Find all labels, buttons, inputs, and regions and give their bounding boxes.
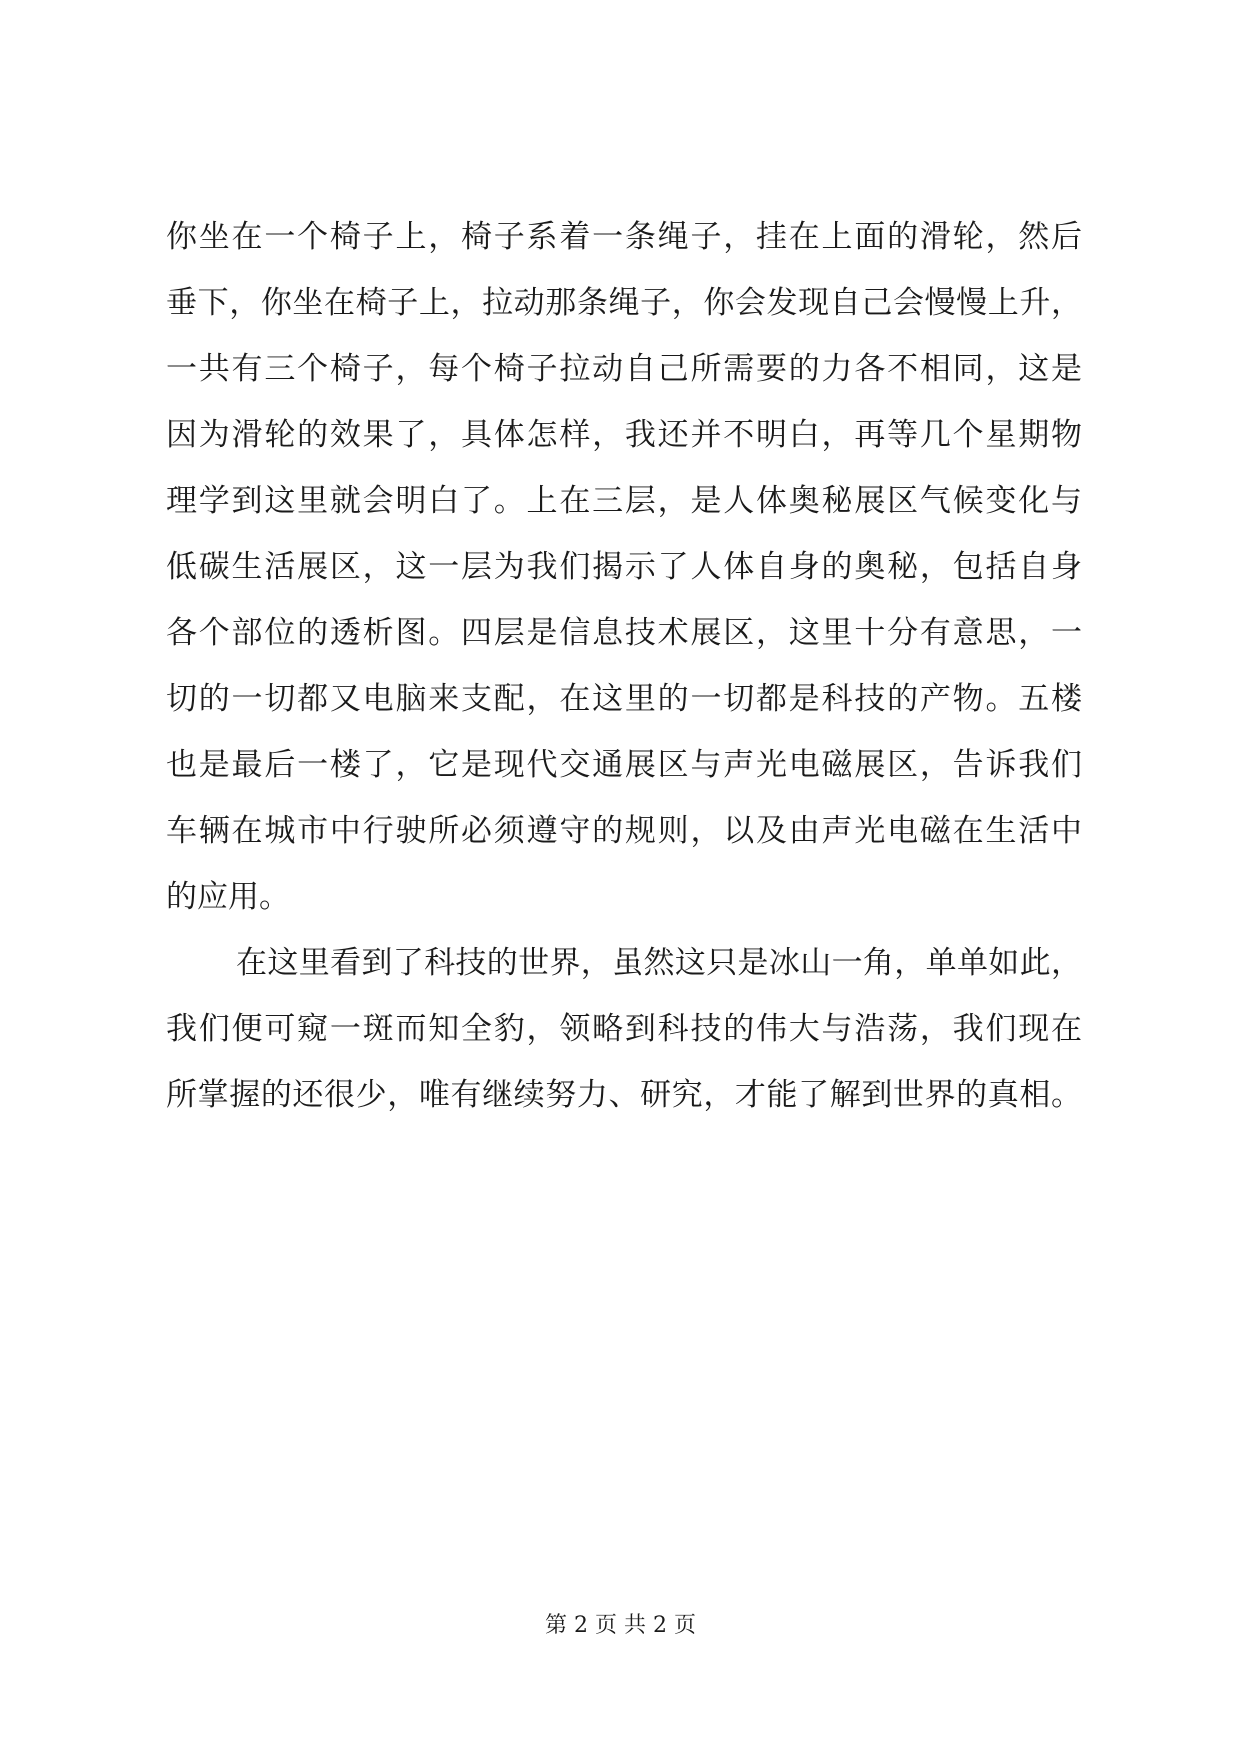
text-line: 理学到这里就会明白了。上在三层，是人体奥秘展区气候变化与 [166, 483, 1082, 519]
body-text [166, 204, 1082, 1128]
text-line: 一共有三个椅子，每个椅子拉动自己所需要的力各不相同，这是 [166, 351, 1082, 387]
text-line: 垂下，你坐在椅子上，拉动那条绳子，你会发现自己会慢慢上升， [166, 285, 1082, 321]
text-line: 切的一切都又电脑来支配，在这里的一切都是科技的产物。五楼 [166, 681, 1082, 717]
text-line: 也是最后一楼了，它是现代交通展区与声光电磁展区，告诉我们 [166, 747, 1082, 783]
text-line: 各个部位的透析图。四层是信息技术展区，这里十分有意思，一 [166, 615, 1082, 651]
text-line: 所掌握的还很少，唯有继续努力、研究，才能了解到世界的真相。 [166, 1077, 1082, 1113]
text-line: 低碳生活展区，这一层为我们揭示了人体自身的奥秘，包括自身 [166, 549, 1082, 585]
text-line: 你坐在一个椅子上，椅子系着一条绳子，挂在上面的滑轮，然后 [166, 219, 1082, 255]
text-line: 的应用。 [166, 879, 290, 915]
text-line: 在这里看到了科技的世界，虽然这只是冰山一角，单单如此， [236, 945, 1082, 981]
paragraph-2 [166, 930, 1082, 1128]
paragraph-1 [166, 204, 1082, 930]
page-footer: 第 2 页 共 2 页 [545, 1613, 696, 1638]
text-line: 我们便可窥一斑而知全豹，领略到科技的伟大与浩荡，我们现在 [166, 1011, 1082, 1047]
text-line: 车辆在城市中行驶所必须遵守的规则，以及由声光电磁在生活中 [166, 813, 1082, 849]
text-line: 因为滑轮的效果了，具体怎样，我还并不明白，再等几个星期物 [166, 417, 1082, 453]
